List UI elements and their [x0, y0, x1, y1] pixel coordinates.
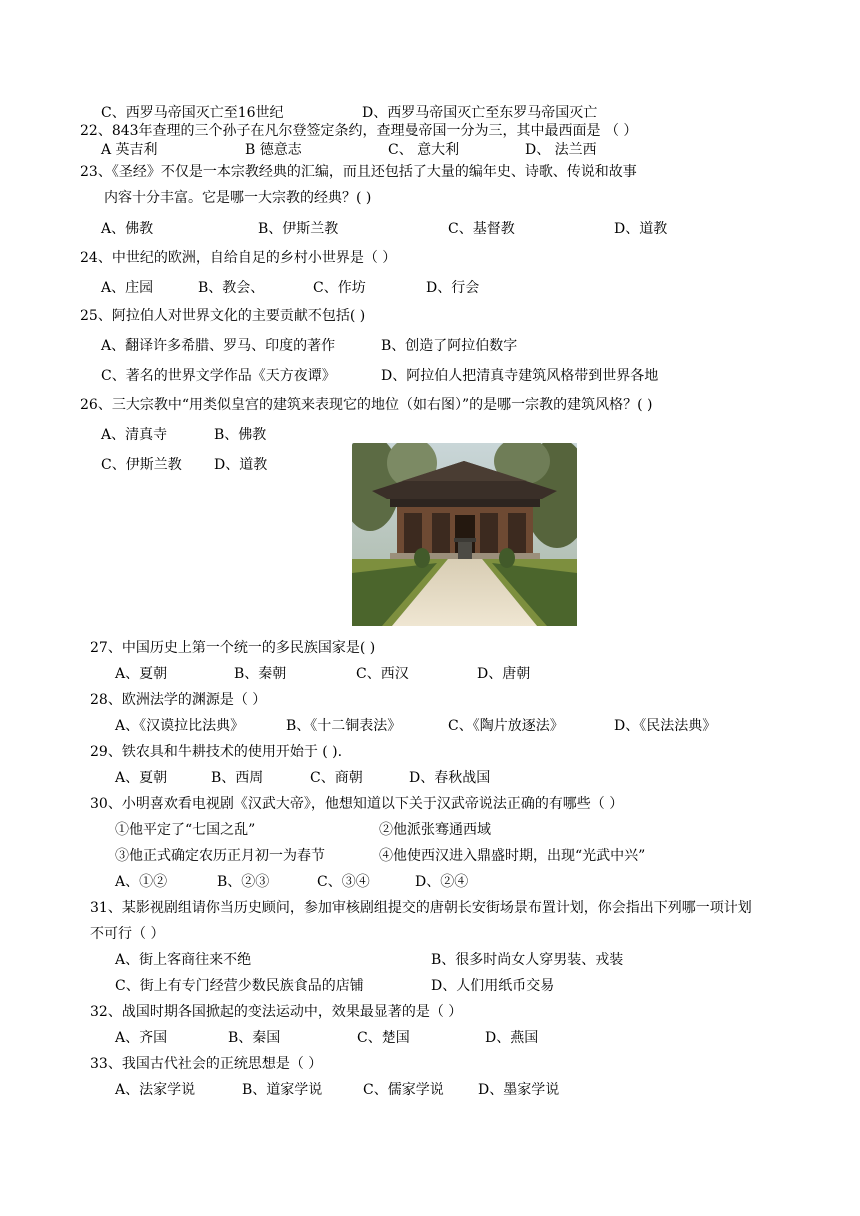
- q22-options: [0, 141, 860, 159]
- q30-option-a: A、①②: [115, 874, 168, 890]
- q29-options: [0, 769, 860, 787]
- q23-stem-line1: 23、《圣经》不仅是一本宗教经典的汇编，而且还包括了大量的编年史、诗歌、传说和故事: [80, 164, 637, 180]
- q32-option-b: B、秦国: [228, 1030, 281, 1046]
- q27-stem: 27、中国历史上第一个统一的多民族国家是( ): [90, 640, 376, 656]
- q22-option-a: A 英吉利: [101, 142, 158, 158]
- q30-option-b: B、②③: [217, 874, 270, 890]
- q28-stem: 28、欧洲法学的渊源是（ ）: [90, 692, 267, 708]
- q27-option-a: A、夏朝: [115, 666, 168, 682]
- q25-option-a: A、翻译许多希腊、罗马、印度的著作: [101, 338, 336, 354]
- q28-option-c: C、《陶片放逐法》: [448, 718, 564, 734]
- q27-option-b: B、秦朝: [234, 666, 287, 682]
- q22-option-c: C、 意大利: [388, 142, 460, 158]
- q33-option-b: B、道家学说: [242, 1082, 323, 1098]
- q31-options-row1: [0, 951, 860, 969]
- q30-statement-1: ①他平定了“七国之乱”: [115, 822, 256, 838]
- q24-stem: 24、中世纪的欧洲，自给自足的乡村小世界是（ ）: [80, 250, 397, 266]
- q30-statement-4: ④他使西汉进入鼎盛时期，出现“光武中兴”: [379, 848, 646, 864]
- q26-option-a: A、清真寺: [101, 427, 168, 443]
- q33-stem: 33、我国古代社会的正统思想是（ ）: [90, 1056, 323, 1072]
- q24-option-d: D、行会: [426, 280, 480, 296]
- q30-statement-2: ②他派张骞通西域: [379, 822, 491, 838]
- q33-option-d: D、墨家学说: [478, 1082, 560, 1098]
- q24-option-c: C、作坊: [313, 280, 366, 296]
- q26-option-c: C、伊斯兰教: [101, 457, 182, 473]
- q26-option-b: B、佛教: [214, 427, 267, 443]
- q30-statements-row1: [0, 821, 860, 839]
- q24-option-b: B、教会、: [198, 280, 265, 296]
- q24-options: [0, 279, 860, 297]
- q29-option-a: A、夏朝: [115, 770, 168, 786]
- q23-stem-line2: 内容十分丰富。它是哪一大宗教的经典？( ): [104, 190, 372, 206]
- q32-option-a: A、齐国: [115, 1030, 168, 1046]
- q31-option-c: C、街上有专门经营少数民族食品的店铺: [115, 978, 364, 994]
- q25-options-row2: [0, 367, 860, 385]
- q21-option-d: D、西罗马帝国灭亡至东罗马帝国灭亡: [362, 105, 598, 121]
- q30-options: [0, 873, 860, 891]
- q32-options: [0, 1029, 860, 1047]
- q27-option-d: D、唐朝: [477, 666, 531, 682]
- q21-option-c: C、西罗马帝国灭亡至16世纪: [101, 105, 284, 121]
- q30-statements-row2: [0, 847, 860, 865]
- q28-options: [0, 717, 860, 735]
- q26-options-row2: [0, 456, 340, 474]
- q25-option-d: D、阿拉伯人把清真寺建筑风格带到世界各地: [381, 368, 659, 384]
- q29-option-c: C、商朝: [310, 770, 363, 786]
- q23-option-a: A、佛教: [101, 221, 154, 237]
- q31-stem-line2: 不可行（ ）: [90, 926, 165, 942]
- q31-options-row2: [0, 977, 860, 995]
- q29-stem: 29、铁农具和牛耕技术的使用开始于 ( ).: [90, 744, 343, 760]
- q30-option-d: D、②④: [415, 874, 469, 890]
- q31-option-a: A、街上客商往来不绝: [115, 952, 252, 968]
- q33-option-c: C、儒家学说: [363, 1082, 444, 1098]
- q22-option-b: B 德意志: [245, 142, 302, 158]
- q25-stem: 25、阿拉伯人对世界文化的主要贡献不包括( ): [80, 308, 366, 324]
- q32-stem: 32、战国时期各国掀起的变法运动中，效果最显著的是（ ）: [90, 1004, 463, 1020]
- q21-options: [0, 104, 860, 122]
- q25-option-c: C、著名的世界文学作品《天方夜谭》: [101, 368, 336, 384]
- q24-option-a: A、庄园: [101, 280, 154, 296]
- q30-stem: 30、小明喜欢看电视剧《汉武大帝》，他想知道以下关于汉武帝说法正确的有哪些（ ）: [90, 796, 624, 812]
- temple-photo: [352, 443, 577, 626]
- q31-stem-line1: 31、某影视剧组请你当历史顾问，参加审核剧组提交的唐朝长安街场景布置计划，你会指出下列哪一项计划: [90, 900, 752, 916]
- q30-statement-3: ③他正式确定农历正月初一为春节: [115, 848, 325, 864]
- q33-options: [0, 1081, 860, 1099]
- q25-options-row1: [0, 337, 860, 355]
- q28-option-a: A、《汉谟拉比法典》: [115, 718, 245, 734]
- q23-option-d: D、道教: [614, 221, 668, 237]
- q33-option-a: A、法家学说: [115, 1082, 196, 1098]
- q29-option-d: D、春秋战国: [409, 770, 491, 786]
- q22-option-d: D、 法兰西: [525, 142, 597, 158]
- q31-option-b: B、很多时尚女人穿男装、戎装: [431, 952, 624, 968]
- q25-option-b: B、创造了阿拉伯数字: [381, 338, 518, 354]
- q28-option-d: D、《民法法典》: [614, 718, 717, 734]
- q23-option-b: B、伊斯兰教: [258, 221, 339, 237]
- q31-option-d: D、人们用纸币交易: [431, 978, 555, 994]
- q22-stem: 22、843年查理的三个孙子在凡尔登签定条约，查理曼帝国一分为三，其中最西面是 （ ）: [80, 123, 638, 139]
- q29-option-b: B、西周: [211, 770, 264, 786]
- q28-option-b: B、《十二铜表法》: [286, 718, 402, 734]
- q23-options: [0, 220, 860, 238]
- q26-options-row1: [0, 426, 340, 444]
- q27-options: [0, 665, 860, 683]
- q27-option-c: C、西汉: [356, 666, 409, 682]
- q32-option-d: D、燕国: [485, 1030, 539, 1046]
- q23-option-c: C、基督教: [448, 221, 515, 237]
- q26-option-d: D、道教: [214, 457, 268, 473]
- q32-option-c: C、楚国: [357, 1030, 410, 1046]
- q26-stem: 26、三大宗教中“用类似皇宫的建筑来表现它的地位（如右图）”的是哪一宗教的建筑风格？( ): [80, 397, 653, 413]
- q30-option-c: C、③④: [317, 874, 370, 890]
